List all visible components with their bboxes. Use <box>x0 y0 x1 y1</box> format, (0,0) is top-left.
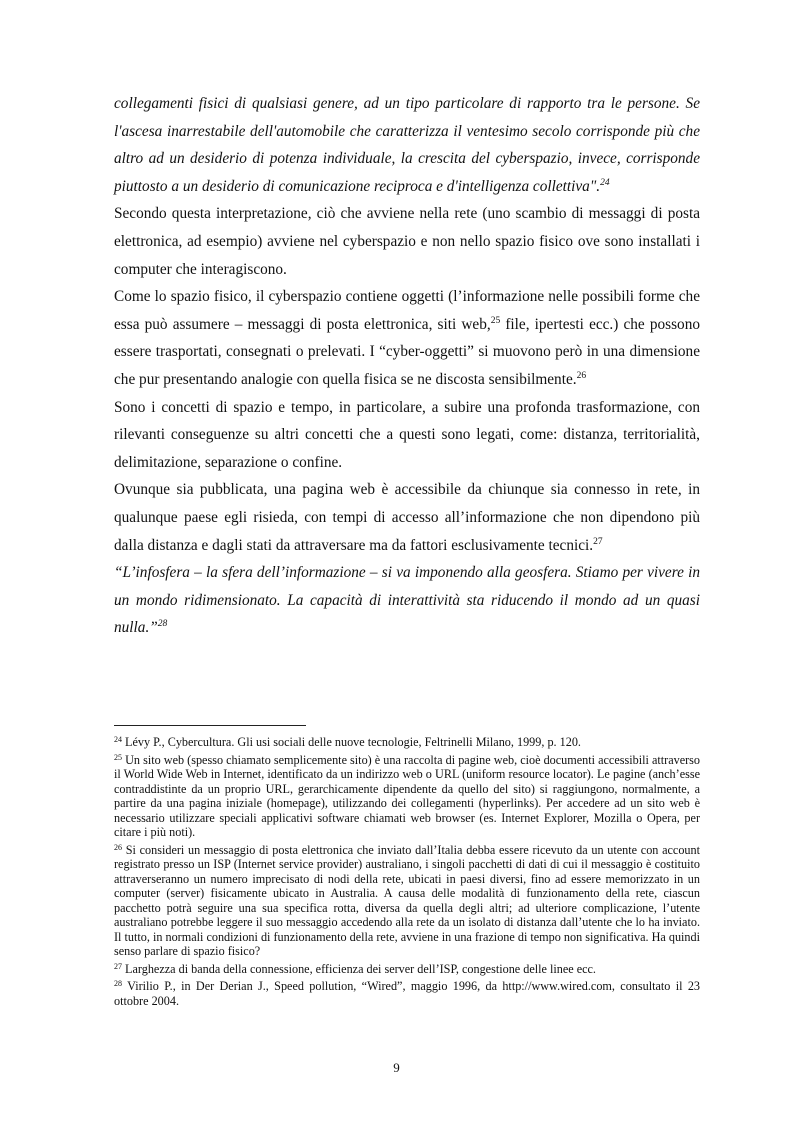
footnote-ref-28: 28 <box>157 619 168 630</box>
space-time-paragraph <box>114 394 700 477</box>
footnote-number: 27 <box>114 961 122 971</box>
paragraph-text: Come lo spazio fisico, il cyberspazio contiene oggetti (l’informazione nelle possibili forme che essa può assumere – messaggi di posta elettronica, siti web, <box>114 288 700 333</box>
paragraph-text: Ovunque sia pubblicata, una pagina web è accessibile da chiunque sia connesso in rete, in qualunque paese egli risieda, con tempi di accesso all’informazione che non dipendono più dalla distanza e dagli stati da attraversare ma da fattori esclusivamente tecnici. <box>114 481 700 554</box>
main-text <box>114 90 700 642</box>
footnote-28 <box>114 979 700 1008</box>
footnote-number: 25 <box>114 752 122 762</box>
paragraph-text: file, ipertesti ecc.) che possono essere trasportati, consegnati o prelevati. I “cyber-oggetti” si muovono però in una dimensione che pur presentando analogie con quella fisica se ne discosta sensibilmente. <box>114 315 700 388</box>
footnote-ref-27: 27 <box>593 536 603 547</box>
footnote-27 <box>114 962 700 977</box>
paragraph-text: Secondo questa interpretazione, ciò che avviene nella rete (uno scambio di messaggi di posta elettronica, ad esempio) avviene nel cyberspazio e non nello spazio fisico ove sono installati i computer che interagiscono. <box>114 205 700 278</box>
paragraph-text: collegamenti fisici di qualsiasi genere, ad un tipo particolare di rapporto tra le persone. Se l'ascesa inarrestabile dell'automobile che caratterizza il ventesimo secolo corrisponde più che altro ad un desiderio di potenza individuale, la crescita del cyberspazio, invece, corrisponde piuttosto a un desiderio di comunicazione reciproca e d'intelligenza collettiva". <box>114 95 700 195</box>
footnote-number: 26 <box>114 842 122 852</box>
footnote-ref-25: 25 <box>490 315 501 326</box>
footnote-26 <box>114 843 700 959</box>
footnote-ref-26: 26 <box>576 370 587 381</box>
footnote-text: Lévy P., Cybercultura. Gli usi sociali delle nuove tecnologie, Feltrinelli Milano, 1999, p. 120. <box>125 735 581 749</box>
footnote-number: 24 <box>114 735 122 744</box>
interpretation-paragraph <box>114 200 700 283</box>
footnote-ref-24: 24 <box>600 177 610 188</box>
footnote-25 <box>114 753 700 840</box>
page-number: 9 <box>393 1060 400 1075</box>
footnote-text: Si consideri un messaggio di posta elettronica che inviato dall’Italia debba essere ricevuto da un utente con account registrato presso un ISP (Internet service provider) australiano, i singoli pacchetti di dati di cui il messaggio è costituito attraverseranno un numero imprecisato di nodi della rete, ubicati in paesi diversi, fino ad essere memorizzato in un computer (server) fisicamente ubicato in Australia. A causa delle modalità di funzionamento della rete, ciascun pacchetto potrà seguire una sua specifica rotta, diversa da quella degli altri; ad ulteriore complicazione, l’utente australiano potrebbe leggere il suo messaggio accedendo alla rete da un isolato di distanza dall’utente che lo ha inviato. Il tutto, in normali condizioni di funzionamento della rete, avviene in una frazione di tempo non significativa. Ha quindi senso parlare di spazio fisico? <box>114 842 701 958</box>
footnotes <box>114 735 700 1011</box>
footnote-text: Larghezza di banda della connessione, efficienza dei server dell’ISP, congestione delle linee ecc. <box>125 961 596 976</box>
footnote-text: Virilio P., in Der Derian J., Speed pollution, “Wired”, maggio 1996, da http://www.wired.com, consultato il 23 ottobre 2004. <box>114 979 701 1008</box>
paragraph-text: “L’infosfera – la sfera dell’informazione – si va imponendo alla geosfera. Stiamo per vivere in un mondo ridimensionato. La capacità di interattività sta riducendo il mondo ad un quasi nulla.” <box>114 564 700 637</box>
footnote-number: 28 <box>114 979 122 988</box>
quote-continuation-paragraph <box>114 90 700 200</box>
footnote-24 <box>114 735 700 750</box>
cyber-objects-paragraph <box>114 283 700 393</box>
web-accessibility-paragraph <box>114 476 700 559</box>
footnote-text: Un sito web (spesso chiamato semplicemente sito) è una raccolta di pagine web, cioè documenti accessibili attraverso il World Wide Web in Internet, identificato da un indirizzo web o URL (uniform resource locator). Le pagine (anch’esse contraddistinte da un proprio URL, gerarchicamente dipendente da quello del sito) si raggiungono, normalmente, a partire da una pagina iniziale (homepage), utilizzando dei collegamenti (hyperlinks). Per accedere ad un sito web è necessario utilizzare speciali applicativi software chiamati web browser (es. Internet Explorer, Mozilla o Opera, per citare i più noti). <box>114 752 701 839</box>
footnote-separator <box>114 725 306 726</box>
paragraph-text: Sono i concetti di spazio e tempo, in particolare, a subire una profonda trasformazione, con rilevanti conseguenze su altri concetti che a questi sono legati, come: distanza, territorialità, delimitazione, separazione o confine. <box>114 398 700 471</box>
infosphere-quote-paragraph <box>114 559 700 642</box>
